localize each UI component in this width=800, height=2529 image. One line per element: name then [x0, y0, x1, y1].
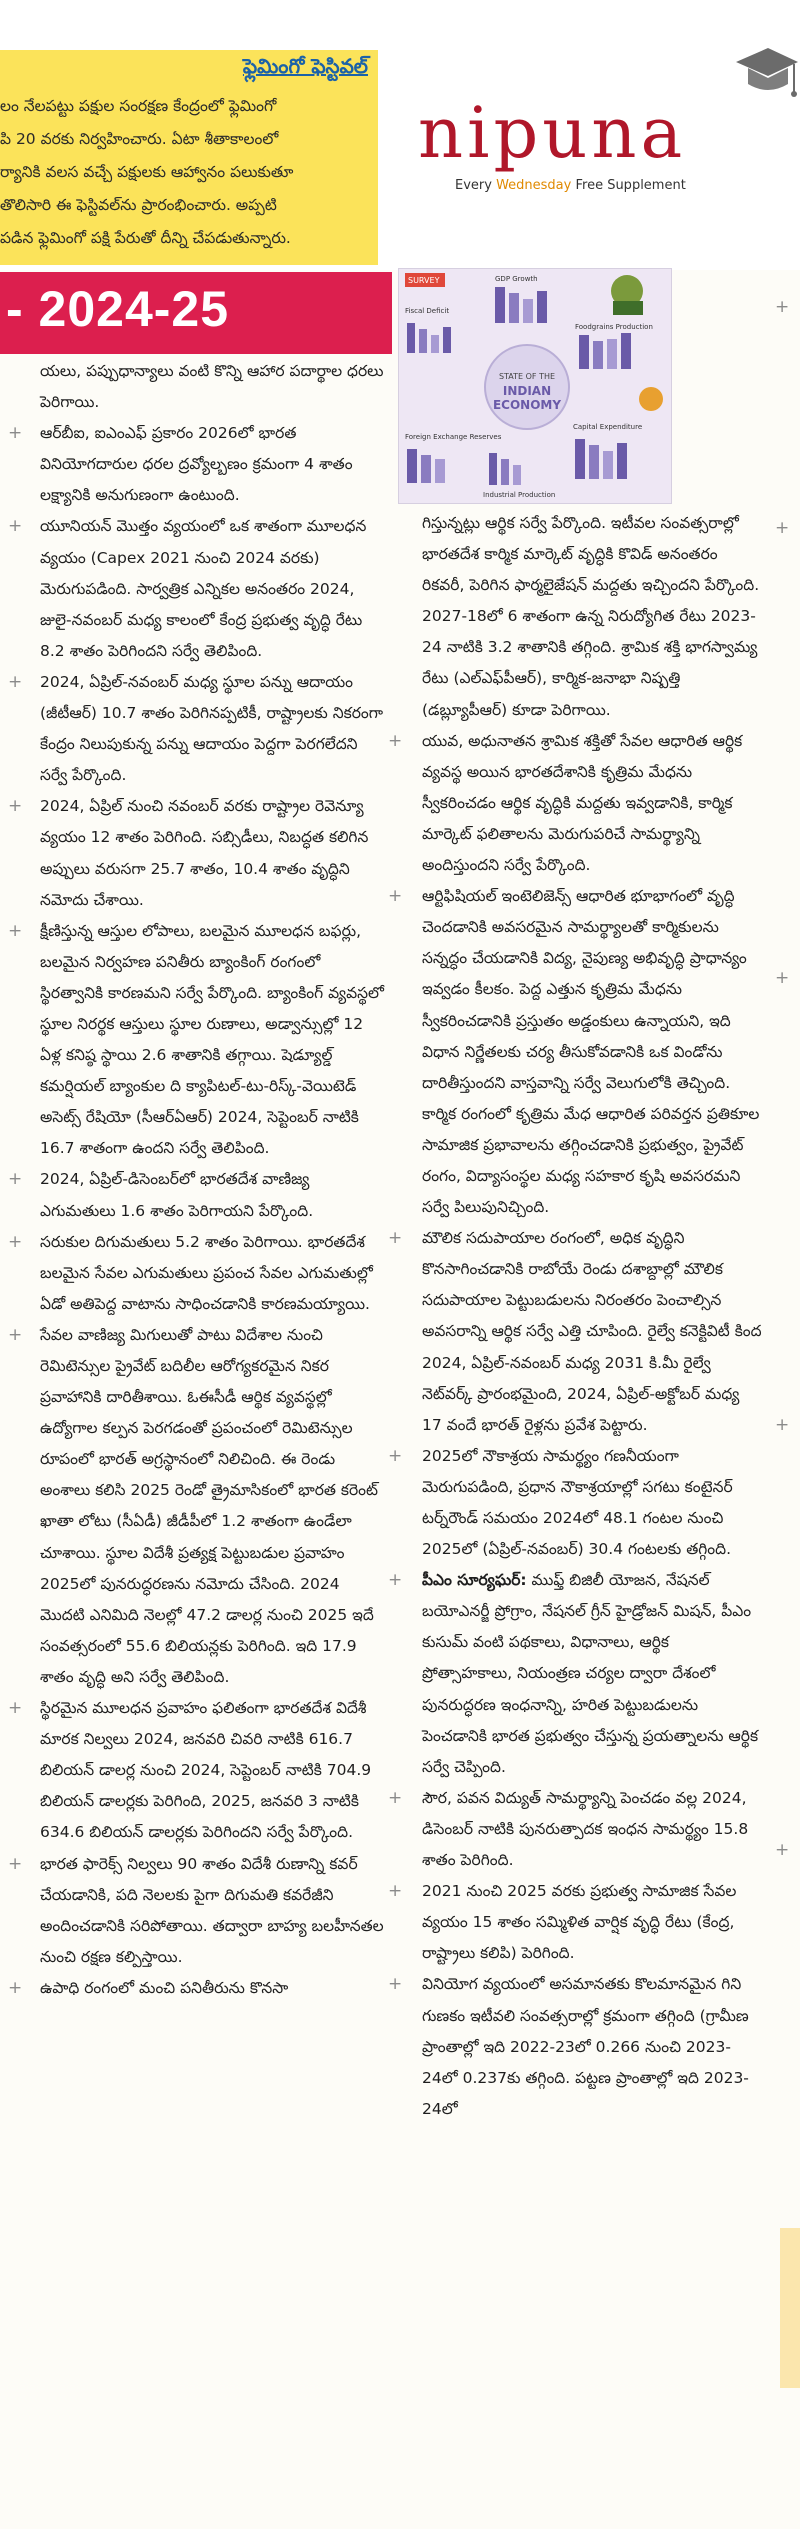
plus-bullet-icon: + — [388, 1228, 403, 1249]
paragraph-lead: పీఎం సూర్యఘర్: — [422, 1571, 527, 1590]
title-banner — [0, 272, 392, 354]
plus-bullet-icon: + — [8, 920, 23, 941]
plus-bullet-icon: + — [8, 1977, 23, 1998]
paragraph-text: క్షీణిస్తున్న ఆస్తుల లోపాలు, బలమైన మూలధన బఫర్లు, బలమైన నిర్వహణ పనితీరు బ్యాంకింగ్ రంగంలో స్థిరత్వానికి కారణమని సర్వే పేర్కొంది. బ్యాంకింగ్ వ్యవస్థలో స్థూల నిరర్థక ఆస్తులు స్థూల రుణాలు, అడ్వాన్సుల్లో 12 ఏళ్ల కనిష్ఠ స్థాయి 2.6 శాతానికి తగ్గాయి. షెడ్యూల్డ్ కమర్షియల్ బ్యాంకుల ది క్యాపిటల్-టు-రిస్క్-వెయిటెడ్ అసెట్స్ రేషియో (సీఆర్ఏఆర్) 2024, సెప్టెంబర్ నాటికి 16.7 శాతంగా ఉందని సర్వే తెలిపింది. — [40, 921, 384, 1158]
article-paragraph — [8, 1227, 386, 1320]
plus-bullet-icon: + — [388, 1570, 403, 1591]
article-paragraph — [8, 418, 386, 511]
image-label-food: Foodgrains Production — [575, 323, 653, 331]
paragraph-text: యలు, పప్పుధాన్యాలు వంటి కొన్ని ఆహార పదార్థాల ధరలు పెరిగాయి. — [40, 362, 384, 412]
image-label-capex: Capital Expenditure — [573, 423, 643, 431]
article-paragraph — [422, 508, 762, 726]
flamingo-festival-box — [0, 50, 378, 265]
plus-bullet-icon: + — [8, 1169, 23, 1190]
plus-bullet-icon: + — [775, 297, 790, 317]
article-paragraph — [388, 1565, 762, 1783]
plus-bullet-icon: + — [388, 1881, 403, 1902]
article-paragraph — [8, 791, 386, 915]
paragraph-text: సరుకుల దిగుమతులు 5.2 శాతం పెరిగాయి. భారతదేశ బలమైన సేవల ఎగుమతులు ప్రపంచ సేవల ఎగుమతుల్లో ఏడో అతిపెద్ద వాటాను సాధించడానికి కారణమయ్యాయి. — [40, 1232, 373, 1313]
image-label-industrial: Industrial Production — [483, 491, 556, 499]
plus-bullet-icon: + — [8, 671, 23, 692]
tagline-pre: Every — [455, 178, 497, 193]
brand-logo: nipuna — [418, 92, 687, 174]
paragraph-text: 2024, ఏప్రిల్ నుంచి నవంబర్ వరకు రాష్ట్రాల రెవెన్యూ వ్యయం 12 శాతం పెరిగింది. సబ్సిడీలు, నిబద్ధత కలిగిన అప్పులు వరుసగా 25.7 శాతం, 10.4 శాతం వృద్ధిని నమోదు చేశాయి. — [40, 797, 369, 909]
paragraph-text: ఉపాధి రంగంలో మంచి పనితీరును కొనసా — [40, 1978, 289, 1997]
article-paragraph — [8, 1849, 386, 1973]
article-paragraph — [8, 1164, 386, 1226]
paragraph-text: సేవల వాణిజ్య మిగులుతో పాటు విదేశాల నుంచి రెమిటెన్సుల ప్రైవేట్ బదిలీల ఆరోగ్యకరమైన నికర ప్రవాహానికి దారితీశాయి. ఓఈసీడీ ఆర్థిక వ్యవస్థల్లో ఉద్యోగాల కల్పన పెరగడంతో ప్రపంచంలో రెమిటెన్సుల రూపంలో భారత్ అగ్రస్థానంలో నిలిచింది. ఈ రెండు అంశాలు కలిసి 2025 రెండో త్రైమాసికంలో భారత కరెంట్ ఖాతా లోటు (సీఏడీ) జీడీపీలో 1.2 శాతంగా ఉండేలా చూశాయి. స్థూల విదేశీ ప్రత్యక్ష పెట్టుబడుల ప్రవాహం 2025లో పునరుద్ధరణను నమోదు చేసింది. 2024 మొదటి ఎనిమిది నెలల్లో 47.2 డాలర్ల నుంచి 2025 ఇదే సంవత్సరంలో 55.6 బిలియన్లకు పెరిగింది. ఇది 17.9 శాతం వృద్ధి అని సర్వే తెలిపింది. — [40, 1325, 379, 1686]
paragraph-text: 2021 నుంచి 2025 వరకు ప్రభుత్వ సామాజిక సేవల వ్యయం 15 శాతం సమ్మిళిత వార్షిక వృద్ధి రేటు (కేంద్ర, రాష్ట్రాలు కలిపి) పెరిగింది. — [422, 1882, 737, 1963]
brand-tagline — [455, 178, 686, 193]
article-paragraph — [388, 1876, 762, 1969]
article-paragraph — [8, 511, 386, 666]
plus-bullet-icon: + — [775, 1840, 790, 1860]
paragraph-text: మౌలిక సదుపాయాల రంగంలో, అధిక వృద్ధిని కొనసాగించడానికి రాబోయే రెండు దశాబ్దాల్లో మౌలిక సదుపాయాల పెట్టుబడులను నిరంతరం పెంచాల్సిన అవసరాన్ని ఆర్థిక సర్వే ఎత్తి చూపింది. రైల్వే కనెక్టివిటీ కింద 2024, ఏప్రిల్-నవంబర్ మధ్య 2031 కి.మీ రైల్వే నెట్‌వర్క్ ప్రారంభమైంది, 2024, ఏప్రిల్-అక్టోబర్ మధ్య 17 వందే భారత్ రైళ్లను ప్రవేశ పెట్టారు. — [422, 1229, 762, 1434]
plus-bullet-icon: + — [388, 1787, 403, 1808]
paragraph-text: ఆర్టిఫిషియల్ ఇంటెలిజెన్స్ ఆధారిత భూభాగంలో వృద్ధి చెందడానికి అవసరమైన సామర్థ్యాలతో కార్మికులను సన్నద్ధం చేయడానికి విద్య, నైపుణ్య అభివృద్ధి ప్రాధాన్యం ఇవ్వడం కీలకం. పెద్ద ఎత్తున కృత్రిమ మేధను స్వీకరించడానికి ప్రస్తుతం అడ్డంకులు ఉన్నాయని, ఇది విధాన నిర్ణేతలకు చర్య తీసుకోవడానికి ఒక విండోను దారితీస్తుందని వాస్తవాన్ని సర్వే వెలుగులోకి తెచ్చింది. కార్మిక రంగంలో కృత్రిమ మేధ ఆధారిత పరివర్తన ప్రతికూల సామాజిక ప్రభావాలను తగ్గించడానికి ప్రభుత్వం, ప్రైవేట్ రంగం, విద్యాసంస్థల మధ్య సహకార కృషి అవసరమని సర్వే పిలుపునిచ్చింది. — [422, 887, 760, 1217]
tagline-post: Free Supplement — [571, 178, 686, 193]
article-paragraph — [388, 1441, 762, 1565]
article-paragraph — [8, 1320, 386, 1693]
image-label-survey: SURVEY — [408, 276, 440, 285]
plus-bullet-icon: + — [8, 1853, 23, 1874]
svg-text:INDIAN: INDIAN — [502, 384, 552, 398]
page-title: - 2024-25 — [6, 281, 230, 337]
plus-bullet-icon: + — [8, 423, 23, 444]
article-paragraph — [8, 1693, 386, 1848]
paragraph-text: స్థిరమైన మూలధన ప్రవాహం ఫలితంగా భారతదేశ విదేశీ మారక నిల్వలు 2024, జనవరి చివరి నాటికి 616.7 బిలియన్ డాలర్ల నుంచి 2024, సెప్టెంబర్ నాటికి 704.9 బిలియన్ డాలర్లకు పెరిగింది, 2025, జనవరి 3 నాటికి 634.6 బిలియన్ డాలర్లకు పెరిగిందని సర్వే పేర్కొంది. — [40, 1699, 372, 1842]
article-paragraph — [388, 1223, 762, 1441]
plus-bullet-icon: + — [8, 1698, 23, 1719]
svg-text:STATE OF THE: STATE OF THE — [498, 372, 556, 381]
plus-bullet-icon: + — [388, 1445, 403, 1466]
svg-text:ECONOMY: ECONOMY — [492, 398, 562, 412]
paragraph-text: భారత ఫారెక్స్ నిల్వలు 90 శాతం విదేశీ రుణాన్ని కవర్ చేయడానికి, పది నెలలకు పైగా దిగుమతి కవరేజీని అందించడానికి సరిపోతాయి. తద్వారా బాహ్య బలహీనతల నుంచి రక్షణ కల్పిస్తాయి. — [40, 1854, 384, 1966]
article-paragraph — [40, 356, 386, 418]
article-paragraph — [8, 916, 386, 1165]
paragraph-text: యూనియన్ మొత్తం వ్యయంలో ఒక శాతంగా మూలధన వ్యయం (Capex 2021 నుంచి 2024 వరకు) మెరుగుపడింది. సార్వత్రిక ఎన్నికల అనంతరం 2024, జులై-నవంబర్ మధ్య కాలంలో కేంద్ర ప్రభుత్వ వృద్ధి రేటు 8.2 శాతం పెరిగిందని సర్వే తెలిపింది. — [40, 517, 367, 660]
tagline-accent: Wednesday — [496, 178, 572, 193]
paragraph-text: 2025లో నౌకాశ్రయ సామర్థ్యం గణనీయంగా మెరుగుపడింది, ప్రధాన నౌకాశ్రయాల్లో సగటు కంటైనర్ టర్న్‌రౌండ్ సమయం 2024లో 48.1 గంటల నుంచి 2025లో (ఏప్రిల్-నవంబర్) 30.4 గంటలకు తగ్గింది. — [422, 1446, 733, 1559]
paragraph-text: 2024, ఏప్రిల్-నవంబర్ మధ్య స్థూల పన్ను ఆదాయం (జీటీఆర్) 10.7 శాతం పెరిగినప్పటికీ, రాష్ట్రాలకు నికరంగా కేంద్రం నిలుపుకున్న పన్ను ఆదాయం పెద్దగా పెరగలేదని సర్వే పేర్కొంది. — [40, 672, 384, 785]
plus-bullet-icon: + — [388, 1974, 403, 1995]
article-paragraph — [388, 726, 762, 881]
flamingo-festival-title: ఫ్లెమింగో ఫెస్టివల్ — [242, 54, 368, 78]
article-paragraph — [8, 667, 386, 791]
economic-survey-infographic — [398, 268, 672, 504]
plus-bullet-icon: + — [8, 516, 23, 537]
article-column-1 — [8, 356, 386, 2004]
plus-bullet-icon: + — [8, 1231, 23, 1252]
article-column-2 — [388, 508, 762, 2125]
paragraph-text: వినియోగ వ్యయంలో అసమానతకు కొలమానమైన గిని గుణకం ఇటీవలి సంవత్సరాల్లో క్రమంగా తగ్గింది (గ్రామీణ ప్రాంతాల్లో ఇది 2022-23లో 0.266 నుంచి 2023-24లో 0.237కు తగ్గింది. పట్టణ ప్రాంతాల్లో ఇది 2023-24లో — [422, 1975, 749, 2118]
plus-bullet-icon: + — [388, 886, 403, 907]
image-label-fiscal: Fiscal Deficit — [405, 307, 450, 315]
graduation-cap-icon — [732, 40, 800, 110]
plus-bullet-icon: + — [388, 730, 403, 751]
plus-bullet-icon: + — [775, 1415, 790, 1435]
article-paragraph — [388, 1783, 762, 1876]
paragraph-text: యువ, అధునాతన శ్రామిక శక్తితో సేవల ఆధారిత ఆర్థిక వ్యవస్థ అయిన భారతదేశానికి కృత్రిమ మేధను స్వీకరించడం ఆర్థిక వృద్ధికి మద్దతు ఇవ్వడానికి, కార్మిక మార్కెట్ ఫలితాలను మెరుగుపరిచే సామర్థ్యాన్ని అందిస్తుందని సర్వే పేర్కొంది. — [422, 731, 743, 875]
paragraph-text: ఆర్‌బీఐ, ఐఎంఎఫ్ ప్రకారం 2026లో భారత వినియోగదారుల ధరల ద్రవ్యోల్బణం క్రమంగా 4 శాతం లక్ష్యానికి అనుగుణంగా ఉంటుంది. — [40, 424, 353, 505]
paragraph-text: గిస్తున్నట్లు ఆర్థిక సర్వే పేర్కొంది. ఇటీవల సంవత్సరాల్లో భారతదేశ కార్మిక మార్కెట్ వృద్ధికి కొవిడ్ అనంతరం రికవరీ, పెరిగిన ఫార్మలైజేషన్ మద్దతు ఇచ్చిందని పేర్కొంది. 2027-18లో 6 శాతంగా ఉన్న నిరుద్యోగిత రేటు 2023-24 నాటికి 3.2 శాతానికి తగ్గింది. శ్రామిక శక్తి భాగస్వామ్య రేటు (ఎల్ఎఫ్‌పీఆర్), కార్మిక-జనాభా నిష్పత్తి (డబ్ల్యూపీఆర్) కూడా పెరిగాయి. — [422, 514, 760, 719]
paragraph-text: ముఫ్త్ బిజిలీ యోజన, నేషనల్ బయోఎనర్జీ ప్రోగ్రాం, నేషనల్ గ్రీన్ హైడ్రోజన్ మిషన్, పీఎం కుసుమ్ వంటి పథకాలు, విధానాలు, ఆర్థిక ప్రోత్సాహకాలు, నియంత్రణ చర్యల ద్వారా దేశంలో పునరుద్ధరణ ఇంధనాన్ని, హరిత పెట్టుబడులను పెంచడానికి భారత ప్రభుత్వం చేస్తున్న ప్రయత్నాలను ఆర్థిక సర్వే చెప్పింది. — [422, 1571, 759, 1776]
article-paragraph — [8, 1973, 386, 2004]
plus-bullet-icon: + — [775, 518, 790, 538]
margin-highlight — [780, 2228, 800, 2388]
plus-bullet-icon: + — [775, 968, 790, 988]
article-paragraph — [388, 1969, 762, 2124]
flamingo-festival-text: లం నేలపట్టు పక్షుల సంరక్షణ కేంద్రంలో ఫ్లెమింగో పి 20 వరకు నిర్వహించారు. ఏటా శీతాకాలంలో ర్యానికి వలస వచ్చే పక్షులకు ఆహ్వానం పలుకుతూ తొలిసారి ఈ ఫెస్టివల్‌ను ప్రారంభించారు. అప్పటి పడిన ఫ్లెమింగో పక్షి పేరుతో దీన్ని చేపడుతున్నారు. — [0, 97, 294, 247]
image-label-gdp: GDP Growth — [495, 275, 538, 283]
plus-bullet-icon: + — [8, 1324, 23, 1345]
article-paragraph — [388, 881, 762, 1223]
paragraph-text: సౌర, పవన విద్యుత్ సామర్థ్యాన్ని పెంచడం వల్ల 2024, డిసెంబర్ నాటికి పునరుత్పాదక ఇంధన సామర్థ్యం 15.8 శాతం పెరిగింది. — [422, 1788, 749, 1870]
image-label-forex: Foreign Exchange Reserves — [405, 433, 502, 441]
plus-bullet-icon: + — [8, 796, 23, 817]
paragraph-text: 2024, ఏప్రిల్-డిసెంబర్‌లో భారతదేశ వాణిజ్య ఎగుమతులు 1.6 శాతం పెరిగాయని పేర్కొంది. — [40, 1170, 314, 1220]
